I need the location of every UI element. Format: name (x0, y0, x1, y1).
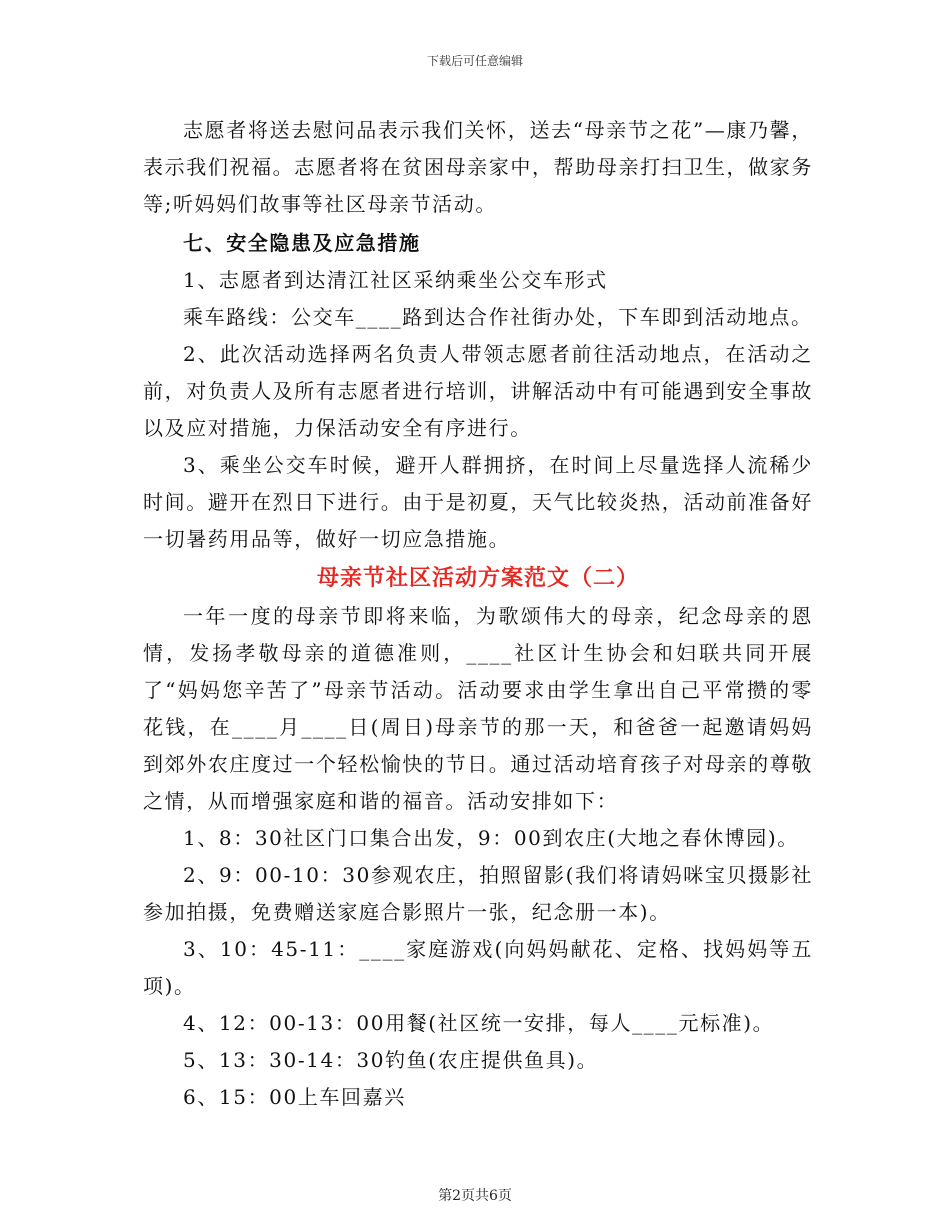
list-item: 2、此次活动选择两名负责人带领志愿者前往活动地点，在活动之前，对负责人及所有志愿者进行培训，讲解活动中有可能遇到安全事故以及应对措施，力保活动安全有序进行。 (143, 342, 813, 440)
schedule-item: 2、9：00-10：30参观农庄，拍照留影(我们将请妈咪宝贝摄影社参加拍摄，免费赠送家庭合影照片一张，纪念册一本)。 (143, 863, 813, 924)
body-paragraph: 一年一度的母亲节即将来临，为歌颂伟大的母亲，纪念母亲的恩情，发扬孝敬母亲的道德准则，____社区计生协会和妇联共同开展了“妈妈您辛苦了”母亲节活动。活动要求由学生拿出自己平常攒的零花钱，在____月____日(周日)母亲节的那一天，和爸爸一起邀请妈妈到郊外农庄度过一个轻松愉快的节日。通过活动培育孩子对母亲的尊敬之情，从而增强家庭和谐的福音。活动安排如下： (143, 604, 813, 813)
page-header: 下载后可任意编辑 (426, 54, 523, 68)
schedule-item: 5、13：30-14：30钓鱼(农庄提供鱼具)。 (183, 1048, 599, 1072)
list-item: 3、乘坐公交车时候，避开人群拥挤，在时间上尽量选择人流稀少时间。避开在烈日下进行。由于是初夏，天气比较炎热，活动前准备好一切暑药用品等，做好一切应急措施。 (143, 453, 813, 551)
section-heading: 七、安全隐患及应急措施 (183, 231, 421, 255)
schedule-item: 6、15：00上车回嘉兴 (183, 1085, 406, 1109)
section-title: 母亲节社区活动方案范文（二） (316, 565, 639, 591)
document-body (143, 112, 813, 1116)
page-footer: 第2页共6页 (438, 1188, 512, 1204)
schedule-item: 4、12：00-13：00用餐(社区统一安排，每人____元标准)。 (183, 1011, 775, 1035)
schedule-item: 1、8：30社区门口集合出发，9：00到农庄(大地之春休博园)。 (183, 826, 799, 850)
schedule-item: 3、10：45-11：____家庭游戏(向妈妈献花、定格、找妈妈等五项)。 (143, 937, 813, 998)
body-paragraph: 乘车路线：公交车____路到达合作社街办处，下车即到活动地点。 (183, 305, 813, 329)
body-paragraph: 志愿者将送去慰问品表示我们关怀，送去“母亲节之花”—康乃馨，表示我们祝福。志愿者将在贫困母亲家中，帮助母亲打扫卫生，做家务等;听妈妈们故事等社区母亲节活动。 (143, 118, 813, 216)
list-item: 1、志愿者到达清江社区采纳乘坐公交车形式 (183, 268, 608, 292)
